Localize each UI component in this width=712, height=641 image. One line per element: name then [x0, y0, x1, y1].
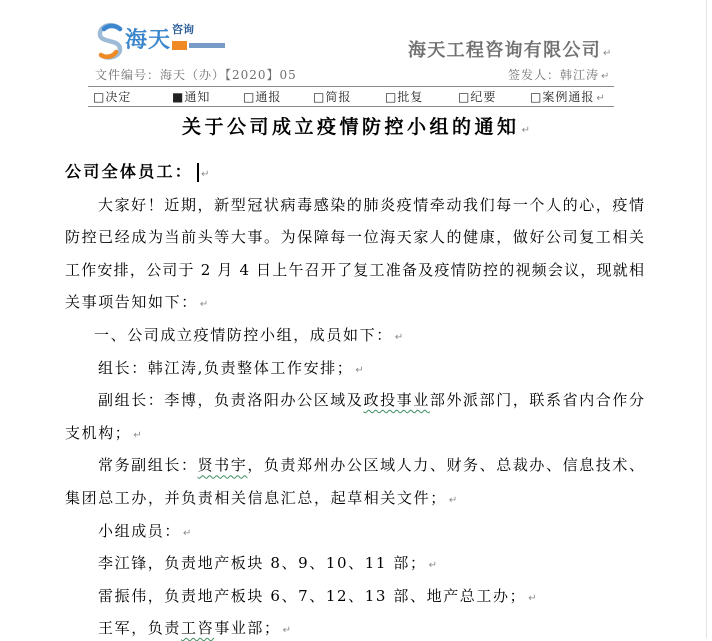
page-edge [706, 0, 707, 638]
body-line [65, 319, 645, 351]
doc-type-option: □通报 [243, 90, 282, 104]
spellcheck-flagged-text: 政投事业 [363, 391, 430, 410]
text-cursor [197, 163, 199, 182]
file-number: 文件编号：海天（办）【2020】05 [95, 68, 297, 82]
checkbox-glyph: □ [313, 90, 325, 104]
text-run: 工作安排，公司于 2 月 4 日上午召开了复工准备及疫情防控的视频会议，现就相 [65, 260, 645, 279]
text-run: 支机构； [65, 423, 132, 442]
body-line [65, 189, 645, 221]
checkbox-glyph: □ [385, 90, 397, 104]
body-line [65, 286, 645, 318]
text-run: 大家好！近期，新型冠状病毒感染的肺炎疫情牵动我们每一个人的心，疫情 [98, 195, 645, 214]
paragraph-mark: ↵ [603, 48, 612, 59]
body-line [65, 482, 645, 514]
doc-type-option: □简报 [313, 90, 352, 104]
paragraph-mark: ↵ [521, 125, 530, 136]
paragraph-mark: ↵ [183, 527, 192, 539]
logo-orange-block [172, 41, 187, 50]
body-line [65, 449, 645, 481]
paragraph-mark: ↵ [282, 625, 292, 636]
text-run: 防控已经成为当前头等大事。为保障每一位海天家人的健康，做好公司复工相关 [65, 228, 645, 247]
paragraph-mark: ↵ [355, 364, 364, 376]
text-run: 常务副组长： [98, 456, 198, 475]
checkbox-glyph: □ [458, 90, 470, 104]
checkbox-glyph: □ [243, 90, 255, 104]
paragraph-mark: ↵ [601, 71, 610, 82]
doc-type-option: □决定 [93, 90, 132, 104]
body-line [65, 352, 645, 384]
paragraph-mark: ↵ [201, 169, 210, 180]
doc-type-option: □案例通报 ↵ [530, 90, 605, 104]
company-logo-swirl-icon [93, 20, 127, 62]
paragraph-mark: ↵ [596, 93, 605, 104]
body-line [65, 417, 645, 449]
paragraph-mark: ↵ [394, 332, 404, 343]
text-run: 副组长：李博，负责洛阳办公区域及 [98, 391, 364, 410]
doc-type-option: □批复 [385, 90, 424, 104]
checkbox-glyph: ■ [172, 90, 184, 104]
checkbox-glyph: □ [93, 90, 105, 104]
doc-type-option: □纪要 [458, 90, 497, 104]
body-line [65, 580, 645, 612]
paragraph-mark: ↵ [133, 429, 142, 441]
type-row-divider [88, 106, 614, 107]
signer: 签发人：韩江涛 ↵ [508, 68, 610, 82]
text-run: 集团总工办，并负责相关信息汇总，起草相关文件； [65, 489, 447, 507]
text-run: 组长：韩江涛,负责整体工作安排； [98, 358, 354, 377]
paragraph-mark: ↵ [428, 560, 437, 572]
text-run: 关事项告知如下： [65, 293, 198, 312]
spellcheck-flagged-text: 贤书宇 [197, 456, 248, 475]
paragraph-mark: ↵ [448, 495, 458, 506]
header-divider [88, 86, 614, 87]
checkbox-glyph: □ [530, 90, 542, 104]
body-line [65, 384, 645, 416]
paragraph-mark: ↵ [199, 299, 209, 311]
text-run: 王军，负责 [98, 619, 182, 637]
body-line [65, 221, 645, 253]
company-name: 海天工程咨询有限公司 ↵ [408, 40, 612, 61]
body-line [65, 515, 645, 547]
body-line [65, 254, 645, 286]
logo-wordmark: 海天 [125, 28, 172, 53]
text-run: 部外派部门，联系省内合作分 [429, 391, 645, 410]
document-title: 关于公司成立疫情防控小组的通知 ↵ [182, 116, 530, 138]
doc-type-option: ■通知 [172, 90, 211, 104]
logo-subtitle: 咨询 [172, 23, 194, 36]
body-line [65, 547, 645, 579]
body-line [65, 618, 645, 638]
text-run: ，负责郑州办公区域人力、财务、总裁办、信息技术、 [247, 456, 645, 475]
salutation: 公司全体员工： ↵ [65, 162, 210, 181]
text-run: 李江锋，负责地产板块 8、9、10、11 部； [98, 554, 427, 573]
paragraph-mark: ↵ [528, 592, 537, 604]
logo-tagline-bar [189, 43, 225, 48]
text-run: 雷振伟，负责地产板块 6、7、12、13 部、地产总工办； [98, 586, 527, 605]
text-run: 小组成员： [98, 521, 182, 540]
text-run: 一、公司成立疫情防控小组，成员如下： [94, 326, 393, 344]
text-run: 事业部； [214, 619, 281, 637]
spellcheck-flagged-text: 工咨 [181, 619, 215, 637]
